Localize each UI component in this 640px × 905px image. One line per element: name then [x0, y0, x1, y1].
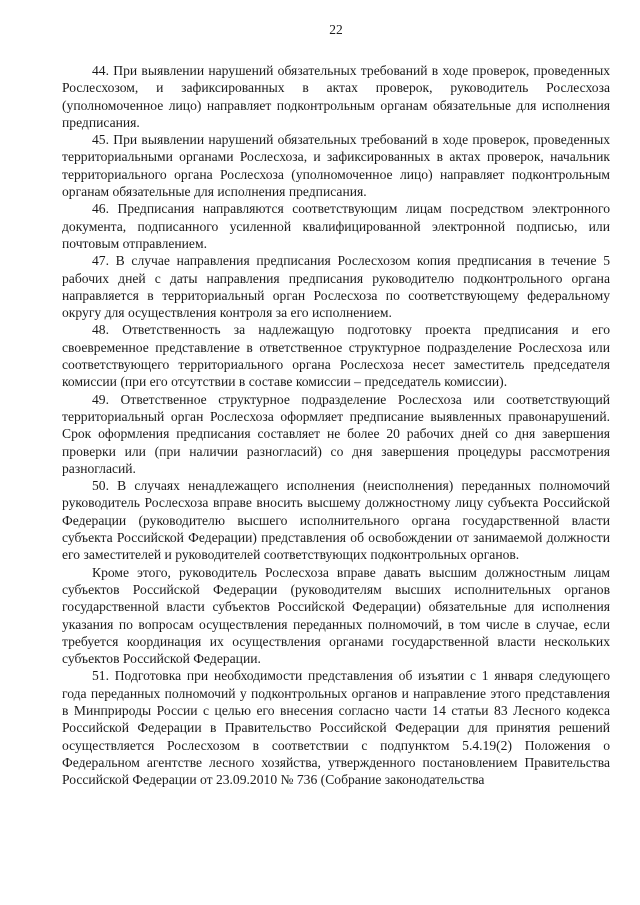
- paragraph-48: 48. Ответственность за надлежащую подготовку проекта предписания и его своевременное представление в ответственное структурное подразделение Рослесхоза или соответствующего территориального органа Рослесхоза несет заместитель председателя комиссии (при его отсутствии в составе комиссии – председатель комиссии).: [62, 322, 610, 390]
- paragraph-46: 46. Предписания направляются соответствующим лицам посредством электронного документа, подписанного усиленной квалифицированной электронной подписью, или почтовым отправлением.: [62, 201, 610, 251]
- paragraph-45: 45. При выявлении нарушений обязательных требований в ходе проверок, проведенных территориальными органами Рослесхоза, и зафиксированных в актах проверок, начальник территориального органа Рослесхоза (уполномоченное лицо) направляет подконтрольным органам обязательные для исполнения предписания.: [62, 132, 610, 200]
- paragraph-50-continuation: Кроме этого, руководитель Рослесхоза вправе давать высшим должностным лицам субъектов Российской Федерации (руководителям высших исполнительных органов государственной власти субъектов Российской Федерации) обязательные для исполнения указания по вопросам осуществления переданных полномочий, в том числе в случае, если требуется координация их осуществления органами государственной власти нескольких субъектов Российской Федерации.: [62, 564, 610, 667]
- paragraph-44: 44. При выявлении нарушений обязательных требований в ходе проверок, проведенных Рослесхозом, и зафиксированных в актах проверок, руководитель Рослесхоза (уполномоченное лицо) направляет подконтрольным органам обязательные для исполнения предписания.: [62, 63, 610, 130]
- document-body: [62, 62, 610, 788]
- page-number: 22: [329, 22, 343, 37]
- paragraph-49: 49. Ответственное структурное подразделение Рослесхоза или соответствующий территориальный орган Рослесхоза оформляет предписание выявленных правонарушений. Срок оформления предписания составляет не более 20 рабочих дней со дня завершения проверки или (при наличии разногласий) со дня завершения процедуры рассмотрения разногласий.: [62, 391, 610, 476]
- paragraph-47: 47. В случае направления предписания Рослесхозом копия предписания в течение 5 рабочих дней с даты направления предписания руководителю подконтрольного органа направляется в территориальный орган Рослесхоза по соответствующему федеральному округу для осуществления контроля за его исполнением.: [62, 253, 610, 321]
- document-page: [62, 0, 610, 905]
- paragraph-51: 51. Подготовка при необходимости представления об изъятии с 1 января следующего года переданных полномочий у подконтрольных органов и направление этого представления в Минприроды России с целью его внесения согласно части 14 статьи 83 Лесного кодекса Российской Федерации в Правительство Российской Федерации для принятия решений осуществляется Рослесхозом в соответствии с подпунктом 5.4.19(2) Положения о Федеральном агентстве лесного хозяйства, утвержденного постановлением Правительства Российской Федерации от 23.09.2010 № 736 (Собрание законодательства: [62, 668, 610, 788]
- paragraph-50: 50. В случаях ненадлежащего исполнения (неисполнения) переданных полномочий руководитель Рослесхоза вправе вносить высшему должностному лицу субъекта Российской Федерации (руководителю высшего исполнительного органа государственной власти субъекта Российской Федерации) представления об освобождении от занимаемой должности его заместителей и руководителей соответствующих подконтрольных органов.: [62, 478, 610, 563]
